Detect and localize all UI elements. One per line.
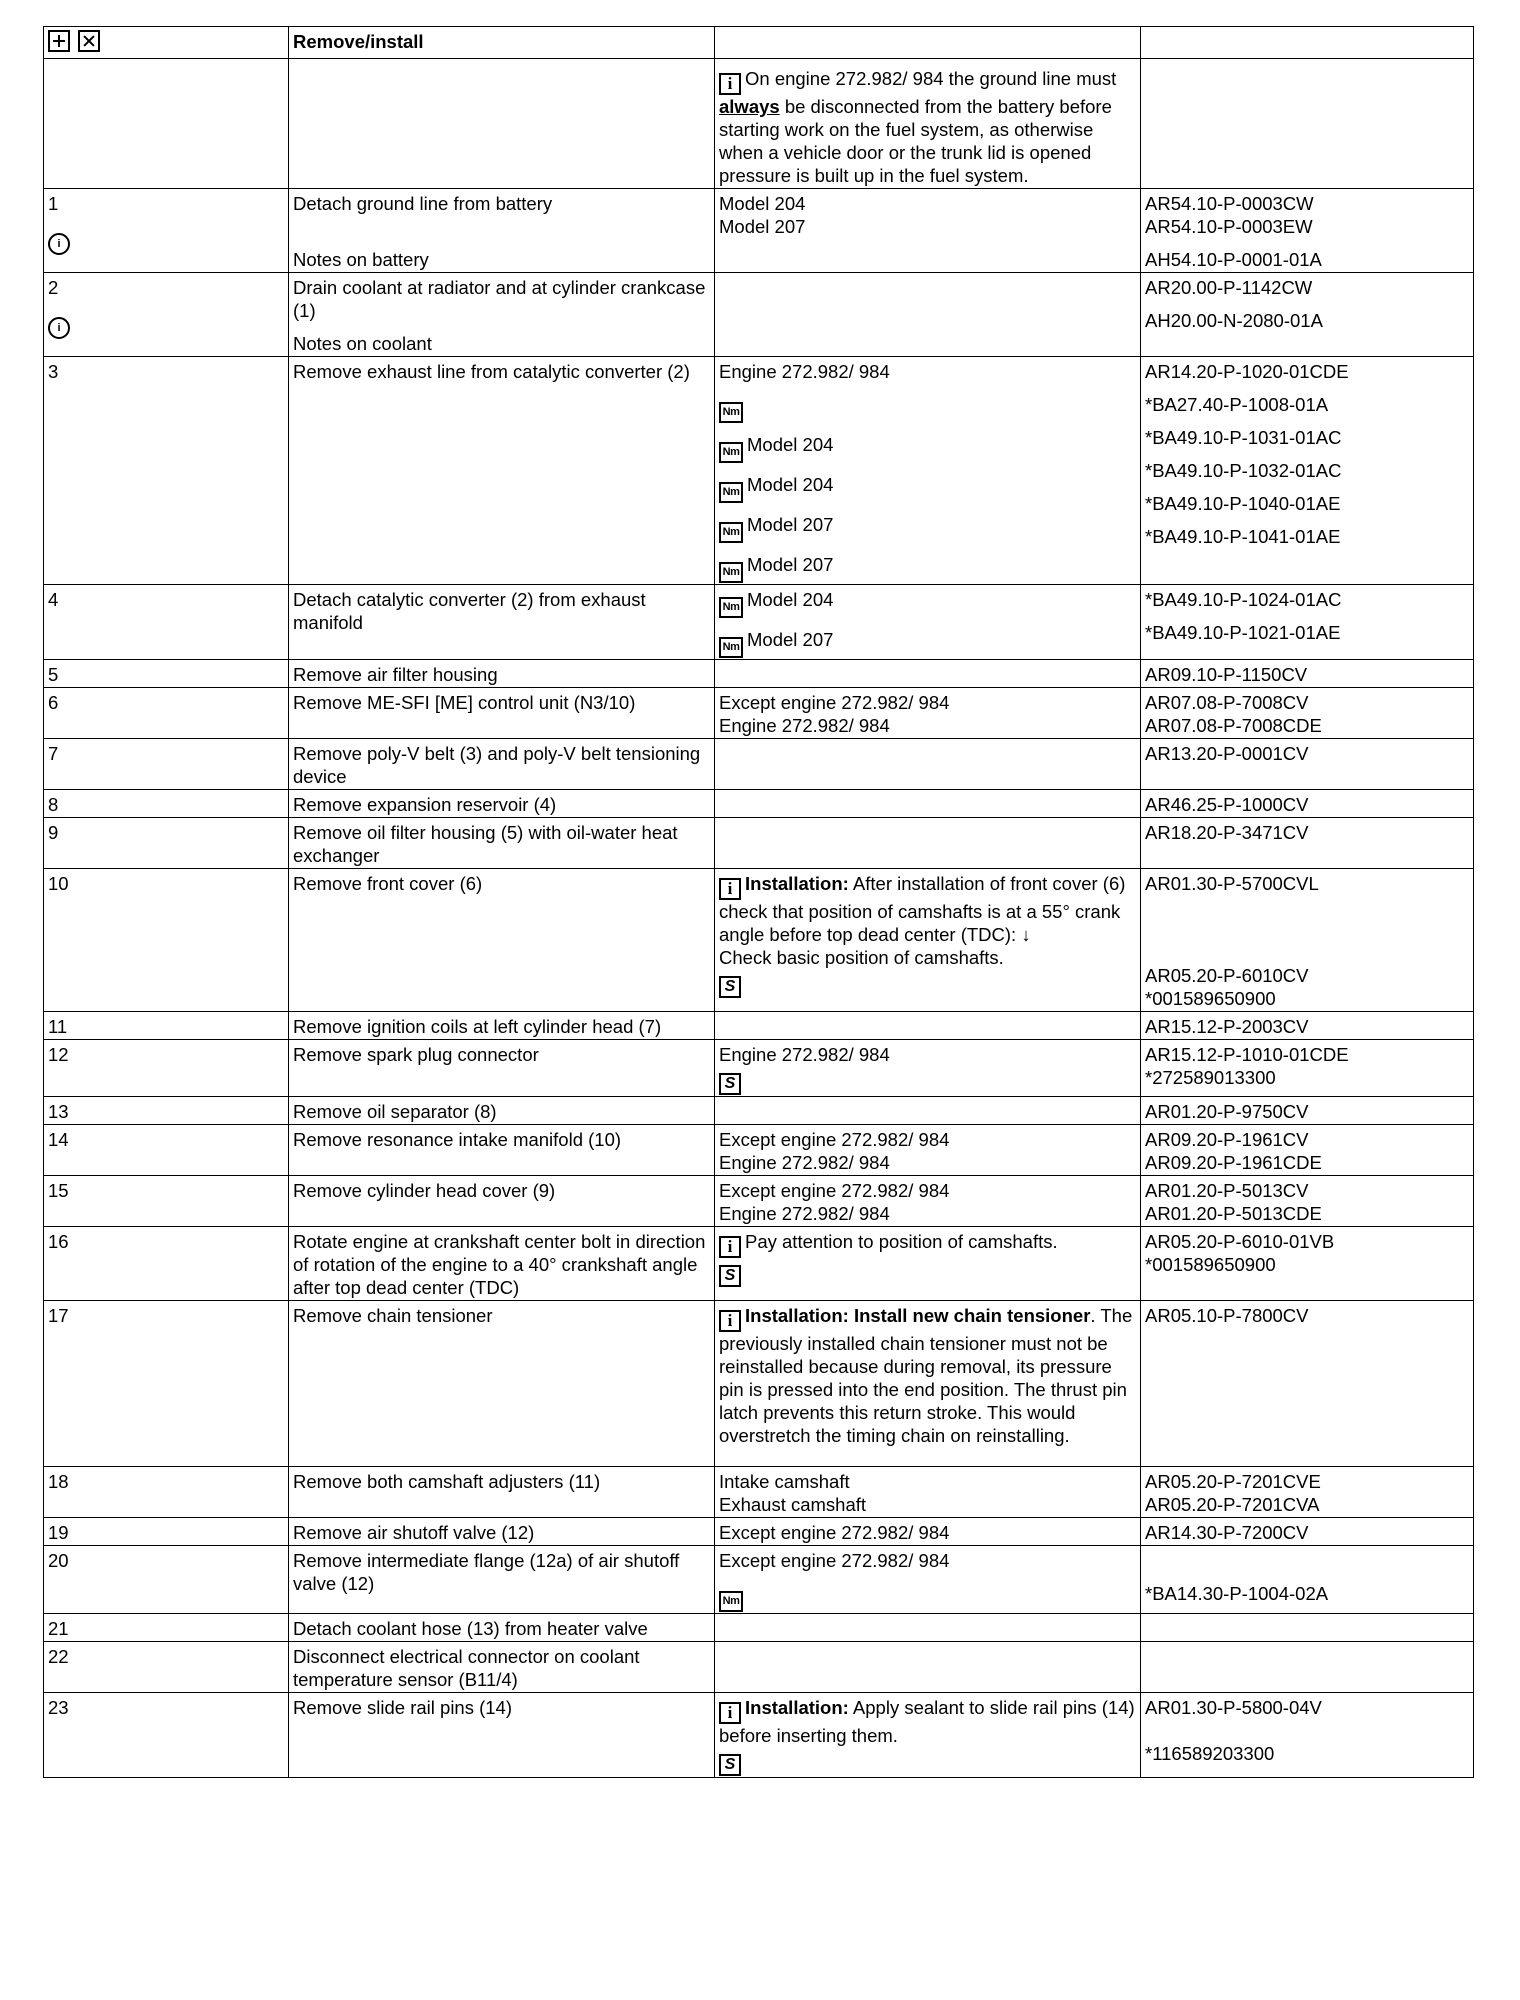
step-row xyxy=(44,790,1474,818)
ref-link[interactable]: AR54.10-P-0003EW xyxy=(1145,216,1313,237)
step-row xyxy=(44,273,1474,357)
note-icon: i xyxy=(48,317,70,339)
step-references xyxy=(1141,660,1474,688)
step-details xyxy=(715,790,1141,818)
step-number: 10 xyxy=(44,869,289,1012)
step-references xyxy=(1141,1642,1474,1693)
step-text: Remove exhaust line from catalytic converter (2) xyxy=(293,361,690,382)
step-details xyxy=(715,1301,1141,1467)
step-details xyxy=(715,1518,1141,1546)
detail-line: Nm Model 207 xyxy=(719,628,1136,658)
step-references xyxy=(1141,1546,1474,1614)
ref-link[interactable]: AR14.20-P-1020-01CDE xyxy=(1145,361,1349,382)
step-details xyxy=(715,273,1141,357)
detail-line xyxy=(719,821,1136,844)
info-text: After installation of front cover (6) check that position of camshafts is at a 55° crank angle before top dead center (TDC): ↓ xyxy=(719,873,1131,945)
step-description xyxy=(289,1176,715,1227)
step-text: Disconnect electrical connector on coolant temperature sensor (B11/4) xyxy=(293,1646,640,1690)
ref-link xyxy=(1145,1645,1469,1668)
detail-line xyxy=(719,1066,1136,1095)
detail-line: Exhaust camshaft xyxy=(719,1494,867,1515)
step-references xyxy=(1141,1301,1474,1467)
step-details xyxy=(715,739,1141,790)
step-row xyxy=(44,688,1474,739)
step-description xyxy=(289,1125,715,1176)
step-references xyxy=(1141,688,1474,739)
special-tool-icon: S xyxy=(719,1073,741,1095)
torque-nm-icon: Nm xyxy=(719,482,743,503)
step-description xyxy=(289,1040,715,1097)
detail-line: Model 204 xyxy=(719,193,806,214)
detail-line: Except engine 272.982/ 984 xyxy=(719,1522,950,1543)
step-text: Detach catalytic converter (2) from exhaust manifold xyxy=(293,589,646,633)
step-text: Remove air filter housing xyxy=(293,664,498,685)
ref-link[interactable]: AR09.20-P-1961CV xyxy=(1145,1129,1309,1150)
ref-link[interactable]: *BA49.10-P-1024-01AC xyxy=(1145,589,1342,610)
step-number: 20 xyxy=(44,1546,289,1614)
torque-nm-icon: Nm xyxy=(719,562,743,583)
step-row xyxy=(44,1518,1474,1546)
step-details xyxy=(715,1012,1141,1040)
step-row xyxy=(44,869,1474,1012)
ref-link[interactable]: AR18.20-P-3471CV xyxy=(1145,822,1309,843)
detail-line: Except engine 272.982/ 984 xyxy=(719,1180,950,1201)
ref-link[interactable]: *BA49.10-P-1041-01AE xyxy=(1145,526,1341,547)
step-number: 11 xyxy=(44,1012,289,1040)
detail-line xyxy=(719,1582,1136,1612)
step-details xyxy=(715,1097,1141,1125)
collapse-icon[interactable] xyxy=(78,30,100,52)
ref-link[interactable]: AR13.20-P-0001CV xyxy=(1145,743,1309,764)
ref-link[interactable]: AR05.20-P-7201CVE xyxy=(1145,1471,1321,1492)
step-row xyxy=(44,1614,1474,1642)
step-line: Detach ground line from battery xyxy=(293,193,553,214)
header-row xyxy=(44,27,1474,59)
intro-note-row xyxy=(44,59,1474,189)
step-details xyxy=(715,189,1141,273)
step-text: Remove intermediate flange (12a) of air shutoff valve (12) xyxy=(293,1550,680,1594)
step-details xyxy=(715,1642,1141,1693)
ref-link[interactable]: AR54.10-P-0003CW xyxy=(1145,193,1314,214)
detail-line xyxy=(719,1645,1136,1668)
info-label: Installation: xyxy=(745,1697,849,1718)
ref-link[interactable]: AR05.20-P-7201CVA xyxy=(1145,1494,1320,1515)
note-icon: i xyxy=(48,233,70,255)
step-row xyxy=(44,1693,1474,1778)
step-line: Notes on battery xyxy=(293,249,429,270)
step-row xyxy=(44,1642,1474,1693)
ref-link[interactable]: AH54.10-P-0001-01A xyxy=(1145,249,1322,270)
step-references xyxy=(1141,739,1474,790)
detail-line: Engine 272.982/ 984 xyxy=(719,715,890,736)
step-details xyxy=(715,1040,1141,1097)
step-text: Remove chain tensioner xyxy=(293,1305,493,1326)
info-label: Installation: Install new chain tensioner xyxy=(745,1305,1091,1326)
ref-link[interactable]: AR15.12-P-2003CV xyxy=(1145,1016,1309,1037)
step-references xyxy=(1141,1012,1474,1040)
ref-link[interactable]: AR46.25-P-1000CV xyxy=(1145,794,1309,815)
step-text: Remove both camshaft adjusters (11) xyxy=(293,1471,601,1492)
torque-nm-icon: Nm xyxy=(719,522,743,543)
ref-link[interactable]: *001589650900 xyxy=(1145,988,1276,1009)
step-number: 4 xyxy=(44,585,289,660)
step-number: 9 xyxy=(44,818,289,869)
ref-link[interactable]: *272589013300 xyxy=(1145,1067,1276,1088)
step-number: 14 xyxy=(44,1125,289,1176)
step-text: Remove poly-V belt (3) and poly-V belt tensioning device xyxy=(293,743,701,787)
step-description xyxy=(289,1227,715,1301)
step-details xyxy=(715,1176,1141,1227)
step-number: 17 xyxy=(44,1301,289,1467)
step-row xyxy=(44,1012,1474,1040)
ref-link[interactable]: *BA27.40-P-1008-01A xyxy=(1145,394,1329,415)
detail-line xyxy=(719,1617,1136,1640)
step-number: 6 xyxy=(44,688,289,739)
step-number: 1 i xyxy=(44,189,289,273)
detail-line: Check basic position of camshafts. xyxy=(719,947,1004,968)
step-number: 2 i xyxy=(44,273,289,357)
step-details xyxy=(715,688,1141,739)
step-description xyxy=(289,869,715,1012)
detail-line: Nm Model 207 xyxy=(719,513,1136,543)
detail-line: Engine 272.982/ 984 xyxy=(719,1152,890,1173)
ref-link[interactable]: *BA49.10-P-1032-01AC xyxy=(1145,460,1342,481)
step-description xyxy=(289,1518,715,1546)
step-row xyxy=(44,1040,1474,1097)
step-row xyxy=(44,585,1474,660)
step-description xyxy=(289,818,715,869)
step-text: Remove resonance intake manifold (10) xyxy=(293,1129,622,1150)
step-row xyxy=(44,1125,1474,1176)
torque-nm-icon: Nm xyxy=(719,637,743,658)
special-tool-icon: S xyxy=(719,1754,741,1776)
step-details xyxy=(715,1227,1141,1301)
step-text: Remove air shutoff valve (12) xyxy=(293,1522,535,1543)
step-number: 3 xyxy=(44,357,289,585)
torque-nm-icon: Nm xyxy=(719,1591,743,1612)
step-description xyxy=(289,1467,715,1518)
step-number: 22 xyxy=(44,1642,289,1693)
step-details xyxy=(715,585,1141,660)
step-number: 19 xyxy=(44,1518,289,1546)
detail-line: Nm Model 207 xyxy=(719,553,1136,583)
step-row xyxy=(44,1176,1474,1227)
detail-line xyxy=(719,309,1136,332)
ref-link[interactable]: AR01.20-P-9750CV xyxy=(1145,1101,1309,1122)
step-references xyxy=(1141,1125,1474,1176)
step-row xyxy=(44,1546,1474,1614)
step-references xyxy=(1141,189,1474,273)
step-number: 15 xyxy=(44,1176,289,1227)
step-text: Remove oil separator (8) xyxy=(293,1101,497,1122)
ref-link[interactable]: AR14.30-P-7200CV xyxy=(1145,1522,1309,1543)
step-text: Remove ME-SFI [ME] control unit (N3/10) xyxy=(293,692,636,713)
ref-link[interactable]: AR01.30-P-5700CVL xyxy=(1145,873,1319,894)
step-references xyxy=(1141,1614,1474,1642)
info-text: Pay attention to position of camshafts. xyxy=(745,1231,1058,1252)
step-number: 7 xyxy=(44,739,289,790)
detail-line xyxy=(719,1258,1136,1287)
step-references xyxy=(1141,357,1474,585)
special-tool-icon: S xyxy=(719,976,741,998)
ref-link[interactable]: AR20.00-P-1142CW xyxy=(1145,277,1313,298)
detail-line xyxy=(719,248,1136,271)
detail-line: Except engine 272.982/ 984 xyxy=(719,1129,950,1150)
step-description xyxy=(289,585,715,660)
ref-link[interactable]: *BA49.10-P-1031-01AC xyxy=(1145,427,1342,448)
step-references xyxy=(1141,1467,1474,1518)
ref-link[interactable]: *BA14.30-P-1004-02A xyxy=(1145,1583,1329,1604)
step-details xyxy=(715,869,1141,1012)
step-text: Remove ignition coils at left cylinder head (7) xyxy=(293,1016,662,1037)
step-number: 23 xyxy=(44,1693,289,1778)
info-note xyxy=(719,1230,1136,1258)
intro-note-cell: i On engine 272.982/ 984 the ground line must always be disconnected from the battery before starting work on the fuel system, as otherwise when a vehicle door or the trunk lid is opened pressure is built up in the fuel system. xyxy=(715,59,1141,189)
step-text: Remove oil filter housing (5) with oil-water heat exchanger xyxy=(293,822,678,866)
ref-link[interactable]: AR05.20-P-6010CV xyxy=(1145,965,1309,986)
step-text: Rotate engine at crankshaft center bolt in direction of rotation of the engine to a 40° crankshaft angle after top dead center (TDC) xyxy=(293,1231,706,1298)
step-number-icon-line xyxy=(48,225,284,255)
step-references xyxy=(1141,869,1474,1012)
step-row xyxy=(44,1301,1474,1467)
step-description xyxy=(289,1693,715,1778)
info-icon: i xyxy=(719,878,741,900)
step-row xyxy=(44,357,1474,585)
step-line xyxy=(293,215,710,238)
step-text: Remove cylinder head cover (9) xyxy=(293,1180,556,1201)
procedure-table xyxy=(43,26,1474,1778)
ref-link[interactable]: AR09.20-P-1961CDE xyxy=(1145,1152,1322,1173)
step-number: 5 xyxy=(44,660,289,688)
step-references xyxy=(1141,585,1474,660)
header-title: Remove/install xyxy=(289,27,715,59)
info-icon: i xyxy=(719,1236,741,1258)
detail-line: Nm Model 204 xyxy=(719,433,1136,463)
detail-line: Engine 272.982/ 984 xyxy=(719,1044,890,1065)
detail-line: Nm Model 204 xyxy=(719,588,1136,618)
header-icons-cell xyxy=(44,27,289,59)
step-references xyxy=(1141,1176,1474,1227)
detail-line xyxy=(719,793,1136,816)
ref-link[interactable]: AH20.00-N-2080-01A xyxy=(1145,310,1323,331)
info-note xyxy=(719,1304,1136,1447)
step-description xyxy=(289,1301,715,1467)
step-description xyxy=(289,189,715,273)
step-number: 12 xyxy=(44,1040,289,1097)
step-row xyxy=(44,1227,1474,1301)
step-references xyxy=(1141,1040,1474,1097)
step-description xyxy=(289,1012,715,1040)
step-number: 8 xyxy=(44,790,289,818)
step-details xyxy=(715,1467,1141,1518)
step-text: Detach coolant hose (13) from heater valve xyxy=(293,1618,648,1639)
step-details xyxy=(715,357,1141,585)
step-description xyxy=(289,739,715,790)
step-number: 13 xyxy=(44,1097,289,1125)
step-references xyxy=(1141,273,1474,357)
step-references xyxy=(1141,790,1474,818)
step-references xyxy=(1141,1097,1474,1125)
step-number-icon-line xyxy=(48,309,284,339)
step-number: 18 xyxy=(44,1467,289,1518)
info-icon: i xyxy=(719,1702,741,1724)
info-note xyxy=(719,1696,1140,1747)
ref-link[interactable]: AR07.08-P-7008CDE xyxy=(1145,715,1322,736)
step-details xyxy=(715,1614,1141,1642)
step-row xyxy=(44,1467,1474,1518)
detail-line xyxy=(719,663,1136,686)
ref-link[interactable]: AR01.30-P-5800-04V xyxy=(1145,1697,1322,1718)
detail-line: Except engine 272.982/ 984 xyxy=(719,692,950,713)
ref-link[interactable]: *BA49.10-P-1021-01AE xyxy=(1145,622,1341,643)
step-text: Remove slide rail pins (14) xyxy=(293,1697,513,1718)
step-references xyxy=(1141,1693,1474,1778)
step-text: Remove front cover (6) xyxy=(293,873,483,894)
info-text: . The previously installed chain tensioner must not be reinstalled because during removal, its pressure pin is pressed into the end position. The thrust pin latch prevents this return stroke. This would overstretch the timing chain on reinstalling. xyxy=(719,1305,1138,1446)
step-description xyxy=(289,1097,715,1125)
step-details xyxy=(715,660,1141,688)
step-line: Notes on coolant xyxy=(293,333,432,354)
step-number: 16 xyxy=(44,1227,289,1301)
ref-link[interactable]: *116589203300 xyxy=(1145,1743,1275,1764)
ref-link[interactable]: AR09.10-P-1150CV xyxy=(1145,664,1308,685)
step-description xyxy=(289,1614,715,1642)
detail-line xyxy=(719,969,1136,998)
detail-line: Engine 272.982/ 984 xyxy=(719,1203,890,1224)
ref-link xyxy=(1145,1617,1469,1640)
ref-link[interactable]: AR01.20-P-5013CV xyxy=(1145,1180,1309,1201)
detail-line xyxy=(719,1015,1136,1038)
step-description xyxy=(289,790,715,818)
ref-link[interactable]: AR01.20-P-5013CDE xyxy=(1145,1203,1322,1224)
step-references xyxy=(1141,1227,1474,1301)
step-description xyxy=(289,1642,715,1693)
info-label: Installation: xyxy=(745,873,849,894)
step-description xyxy=(289,273,715,357)
step-details xyxy=(715,1693,1141,1778)
info-text: Apply sealant to slide rail pins (14) before inserting them. xyxy=(719,1697,1140,1746)
detail-line: Nm Model 204 xyxy=(719,473,1136,503)
detail-line: Model 207 xyxy=(719,216,806,237)
step-references xyxy=(1141,818,1474,869)
step-row xyxy=(44,818,1474,869)
info-icon: i xyxy=(719,1310,741,1332)
info-note xyxy=(719,872,1136,946)
torque-nm-icon: Nm xyxy=(719,597,743,618)
step-row xyxy=(44,189,1474,273)
step-number: 21 xyxy=(44,1614,289,1642)
ref-link[interactable]: AR05.20-P-6010-01VB xyxy=(1145,1231,1335,1252)
info-icon: i xyxy=(719,73,741,95)
step-text: Remove spark plug connector xyxy=(293,1044,539,1065)
step-row xyxy=(44,660,1474,688)
step-row xyxy=(44,739,1474,790)
expand-icon[interactable] xyxy=(48,30,70,52)
torque-nm-icon: Nm xyxy=(719,402,743,423)
torque-nm-icon: Nm xyxy=(719,442,743,463)
step-line: Drain coolant at radiator and at cylinder crankcase (1) xyxy=(293,277,711,321)
step-details xyxy=(715,818,1141,869)
detail-line xyxy=(719,276,1136,299)
ref-link[interactable]: *001589650900 xyxy=(1145,1254,1276,1275)
detail-line: Intake camshaft xyxy=(719,1471,850,1492)
step-details xyxy=(715,1546,1141,1614)
ref-link xyxy=(1145,1549,1469,1572)
step-text: Remove expansion reservoir (4) xyxy=(293,794,557,815)
ref-link[interactable]: *BA49.10-P-1040-01AE xyxy=(1145,493,1341,514)
step-references xyxy=(1141,1518,1474,1546)
step-description xyxy=(289,357,715,585)
detail-line xyxy=(719,1100,1136,1123)
step-description xyxy=(289,688,715,739)
step-description xyxy=(289,1546,715,1614)
detail-line: Engine 272.982/ 984 xyxy=(719,361,890,382)
ref-link[interactable]: AR15.12-P-1010-01CDE xyxy=(1145,1044,1349,1065)
ref-link[interactable]: AR07.08-P-7008CV xyxy=(1145,692,1309,713)
special-tool-icon: S xyxy=(719,1265,741,1287)
detail-line xyxy=(719,1747,1136,1776)
step-description xyxy=(289,660,715,688)
detail-line: Except engine 272.982/ 984 xyxy=(719,1550,950,1571)
detail-line xyxy=(719,393,1136,423)
step-details xyxy=(715,1125,1141,1176)
step-row xyxy=(44,1097,1474,1125)
detail-line xyxy=(719,742,1136,765)
ref-link[interactable]: AR05.10-P-7800CV xyxy=(1145,1305,1309,1326)
